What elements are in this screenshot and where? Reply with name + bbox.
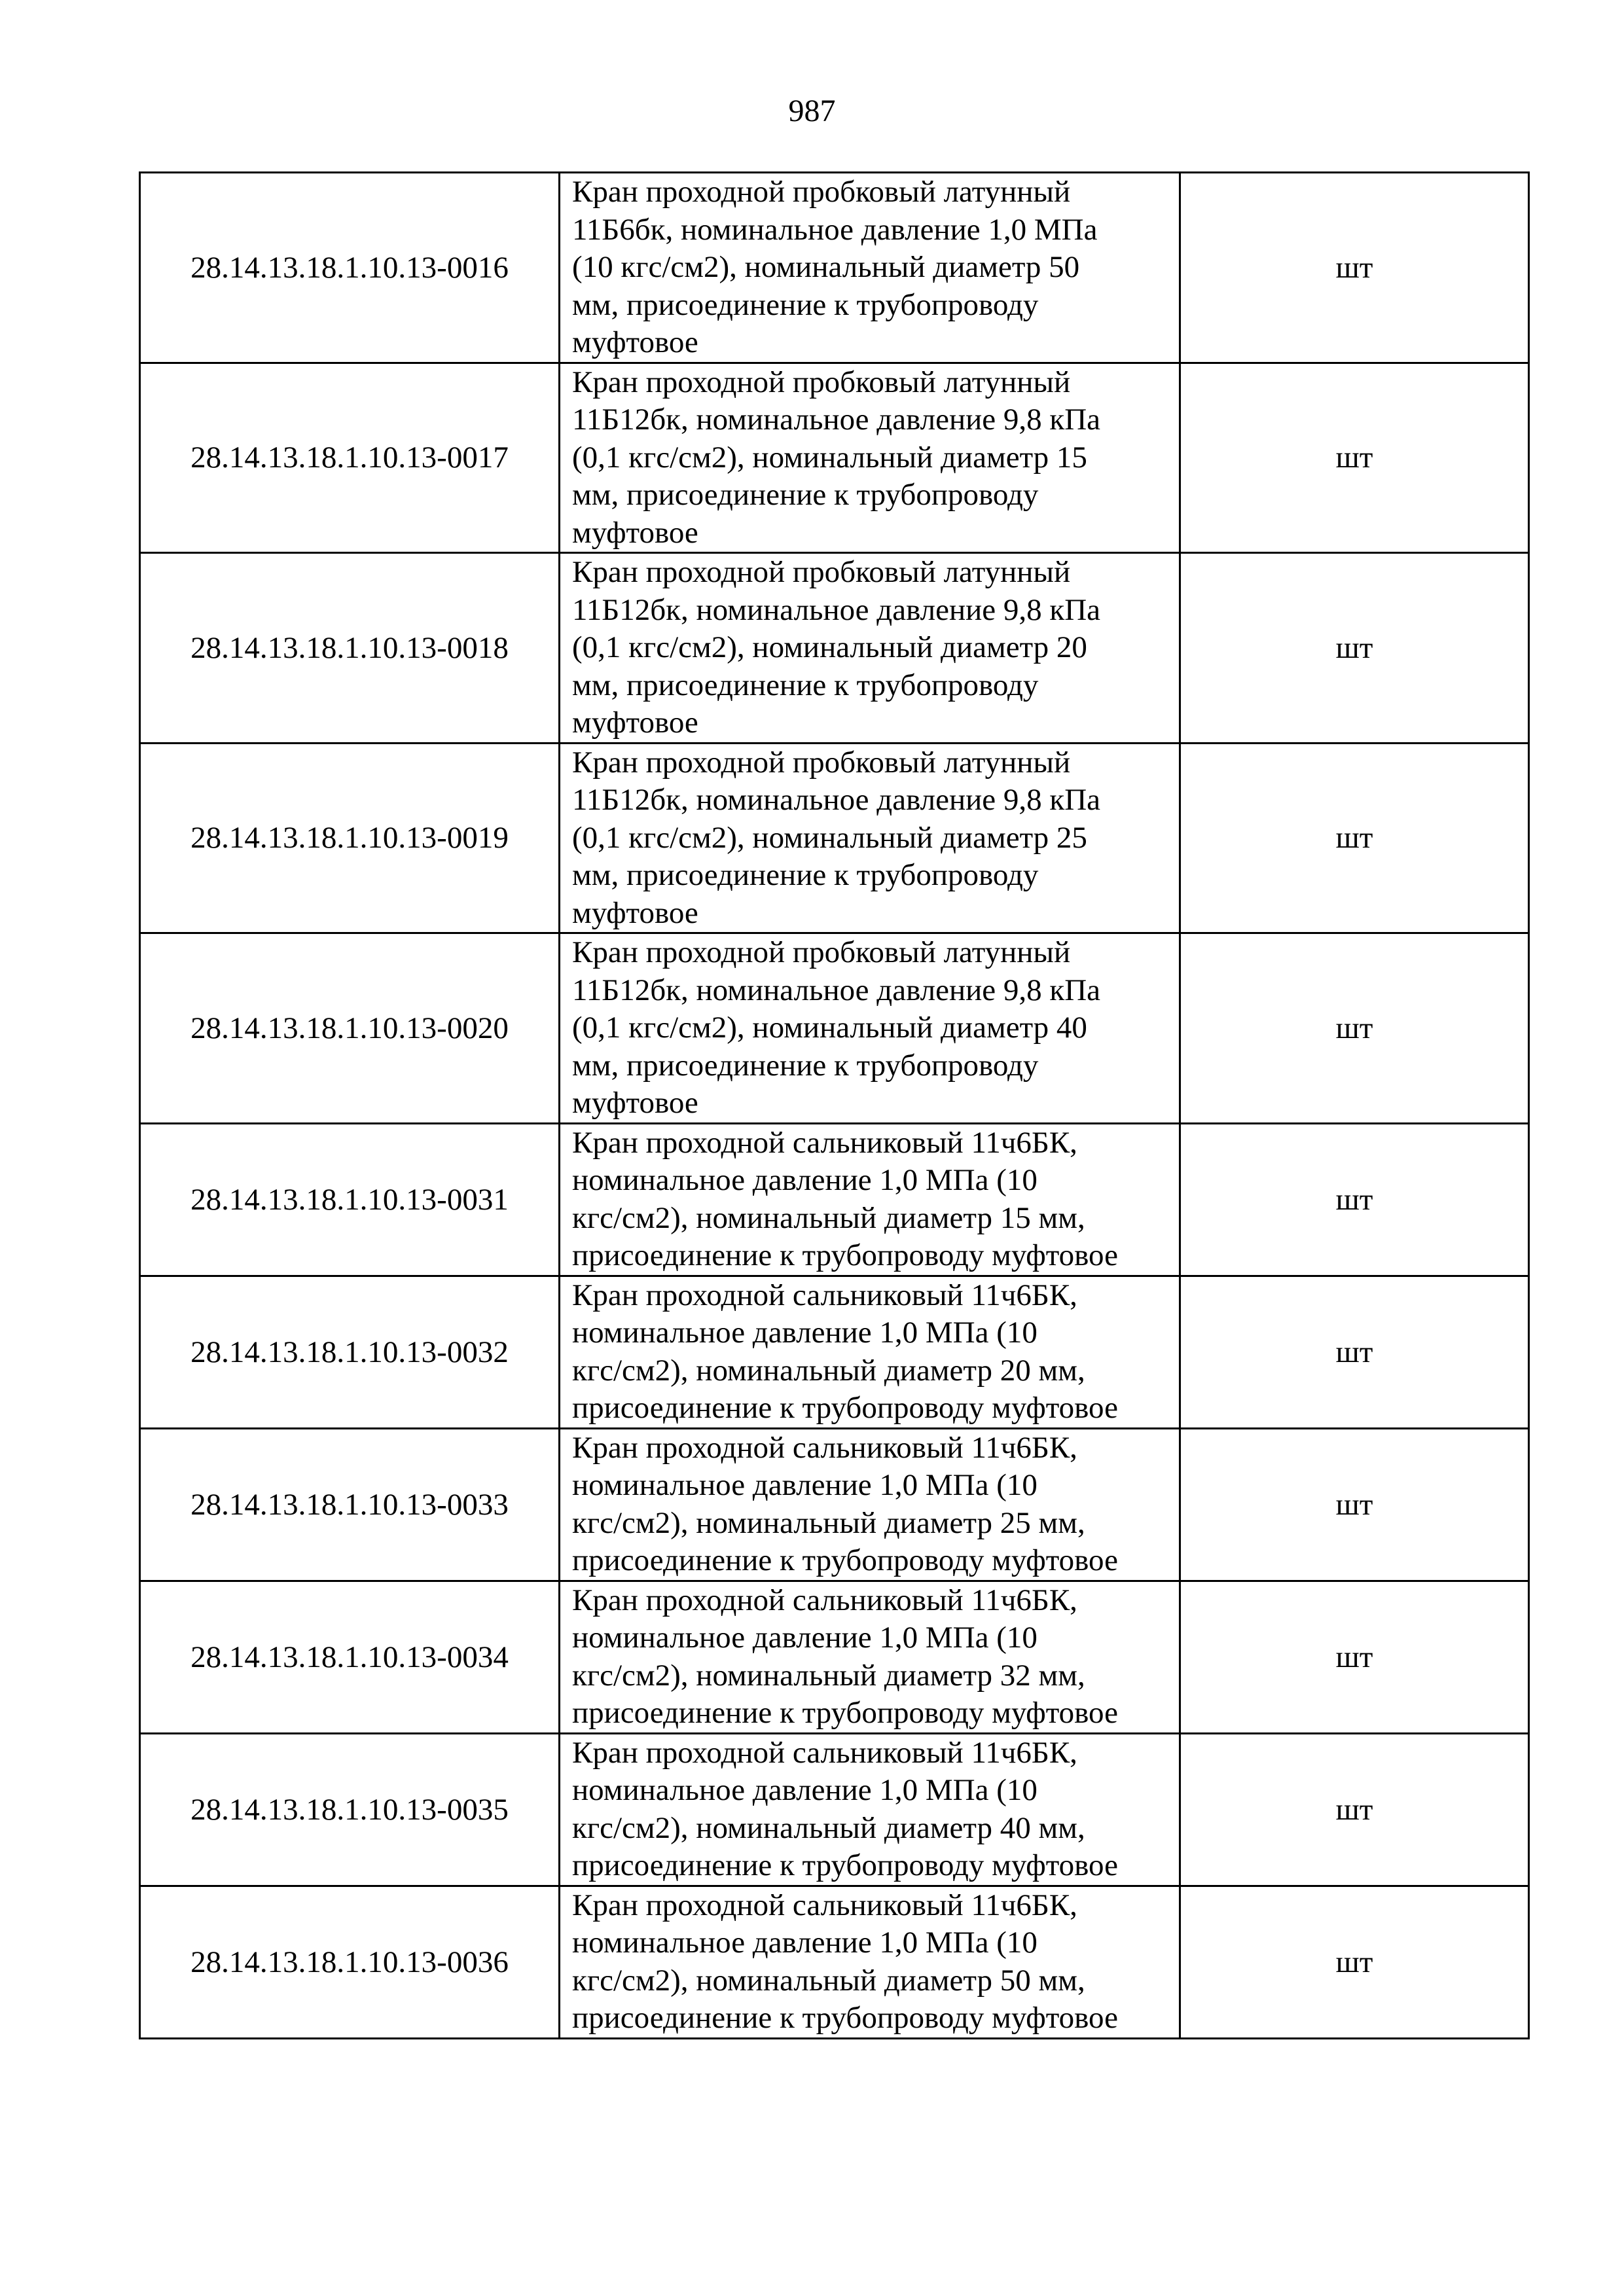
table-row	[140, 1276, 1529, 1428]
description-text: Кран проходной сальниковый 11ч6БК, номинальное давление 1,0 МПа (10 кгс/см2), номинальный диаметр 15 мм, присоединение к трубопроводу муфтовое	[572, 1125, 1118, 1272]
description-text: Кран проходной сальниковый 11ч6БК, номинальное давление 1,0 МПа (10 кгс/см2), номинальный диаметр 25 мм, присоединение к трубопроводу муфтовое	[572, 1430, 1118, 1577]
table-row	[140, 1581, 1529, 1733]
description-text: Кран проходной пробковый латунный 11Б12бк, номинальное давление 9,8 кПа (0,1 кгс/см2), номинальный диаметр 40 мм, присоединение к трубопроводу муфтовое	[572, 935, 1101, 1120]
unit-of-measure: шт	[1180, 1276, 1529, 1428]
table-row	[140, 743, 1529, 933]
resource-description	[560, 1428, 1180, 1581]
description-text: Кран проходной пробковый латунный 11Б12бк, номинальное давление 9,8 кПа (0,1 кгс/см2), номинальный диаметр 20 мм, присоединение к трубопроводу муфтовое	[572, 555, 1101, 740]
resource-code: 28.14.13.18.1.10.13-0036	[140, 1886, 560, 2038]
unit-of-measure: шт	[1180, 1733, 1529, 1886]
resource-description	[560, 1581, 1180, 1733]
unit-of-measure: шт	[1180, 1428, 1529, 1581]
resource-code: 28.14.13.18.1.10.13-0032	[140, 1276, 560, 1428]
table-row	[140, 1428, 1529, 1581]
resource-code: 28.14.13.18.1.10.13-0020	[140, 933, 560, 1124]
unit-of-measure: шт	[1180, 173, 1529, 363]
table-row	[140, 1123, 1529, 1276]
table-row	[140, 363, 1529, 553]
resource-code: 28.14.13.18.1.10.13-0033	[140, 1428, 560, 1581]
resource-code: 28.14.13.18.1.10.13-0016	[140, 173, 560, 363]
resource-code: 28.14.13.18.1.10.13-0019	[140, 743, 560, 933]
resource-code: 28.14.13.18.1.10.13-0035	[140, 1733, 560, 1886]
resource-table	[139, 171, 1530, 2039]
resource-code: 28.14.13.18.1.10.13-0034	[140, 1581, 560, 1733]
resource-code: 28.14.13.18.1.10.13-0031	[140, 1123, 560, 1276]
unit-of-measure: шт	[1180, 743, 1529, 933]
unit-of-measure: шт	[1180, 933, 1529, 1124]
resource-description	[560, 933, 1180, 1124]
table-row	[140, 553, 1529, 744]
unit-of-measure: шт	[1180, 553, 1529, 744]
resource-description	[560, 1276, 1180, 1428]
unit-of-measure: шт	[1180, 363, 1529, 553]
description-text: Кран проходной сальниковый 11ч6БК, номинальное давление 1,0 МПа (10 кгс/см2), номинальный диаметр 20 мм, присоединение к трубопроводу муфтовое	[572, 1278, 1118, 1425]
resource-description	[560, 363, 1180, 553]
table-row	[140, 1733, 1529, 1886]
resource-code: 28.14.13.18.1.10.13-0017	[140, 363, 560, 553]
unit-of-measure: шт	[1180, 1886, 1529, 2038]
table-row	[140, 173, 1529, 363]
description-text: Кран проходной сальниковый 11ч6БК, номинальное давление 1,0 МПа (10 кгс/см2), номинальный диаметр 40 мм, присоединение к трубопроводу муфтовое	[572, 1735, 1118, 1882]
resource-description	[560, 1733, 1180, 1886]
page-number: 987	[788, 94, 836, 128]
table-row	[140, 1886, 1529, 2038]
unit-of-measure: шт	[1180, 1581, 1529, 1733]
resource-description	[560, 1886, 1180, 2038]
description-text: Кран проходной сальниковый 11ч6БК, номинальное давление 1,0 МПа (10 кгс/см2), номинальный диаметр 32 мм, присоединение к трубопроводу муфтовое	[572, 1583, 1118, 1730]
table-row	[140, 933, 1529, 1124]
description-text: Кран проходной пробковый латунный 11Б12бк, номинальное давление 9,8 кПа (0,1 кгс/см2), номинальный диаметр 15 мм, присоединение к трубопроводу муфтовое	[572, 365, 1101, 550]
resource-description	[560, 743, 1180, 933]
description-text: Кран проходной пробковый латунный 11Б6бк, номинальное давление 1,0 МПа (10 кгс/см2), номинальный диаметр 50 мм, присоединение к трубопроводу муфтовое	[572, 175, 1098, 359]
resource-description	[560, 553, 1180, 744]
resource-description	[560, 173, 1180, 363]
description-text: Кран проходной сальниковый 11ч6БК, номинальное давление 1,0 МПа (10 кгс/см2), номинальный диаметр 50 мм, присоединение к трубопроводу муфтовое	[572, 1888, 1118, 2035]
unit-of-measure: шт	[1180, 1123, 1529, 1276]
description-text: Кран проходной пробковый латунный 11Б12бк, номинальное давление 9,8 кПа (0,1 кгс/см2), номинальный диаметр 25 мм, присоединение к трубопроводу муфтовое	[572, 745, 1101, 930]
resource-code: 28.14.13.18.1.10.13-0018	[140, 553, 560, 744]
resource-description	[560, 1123, 1180, 1276]
